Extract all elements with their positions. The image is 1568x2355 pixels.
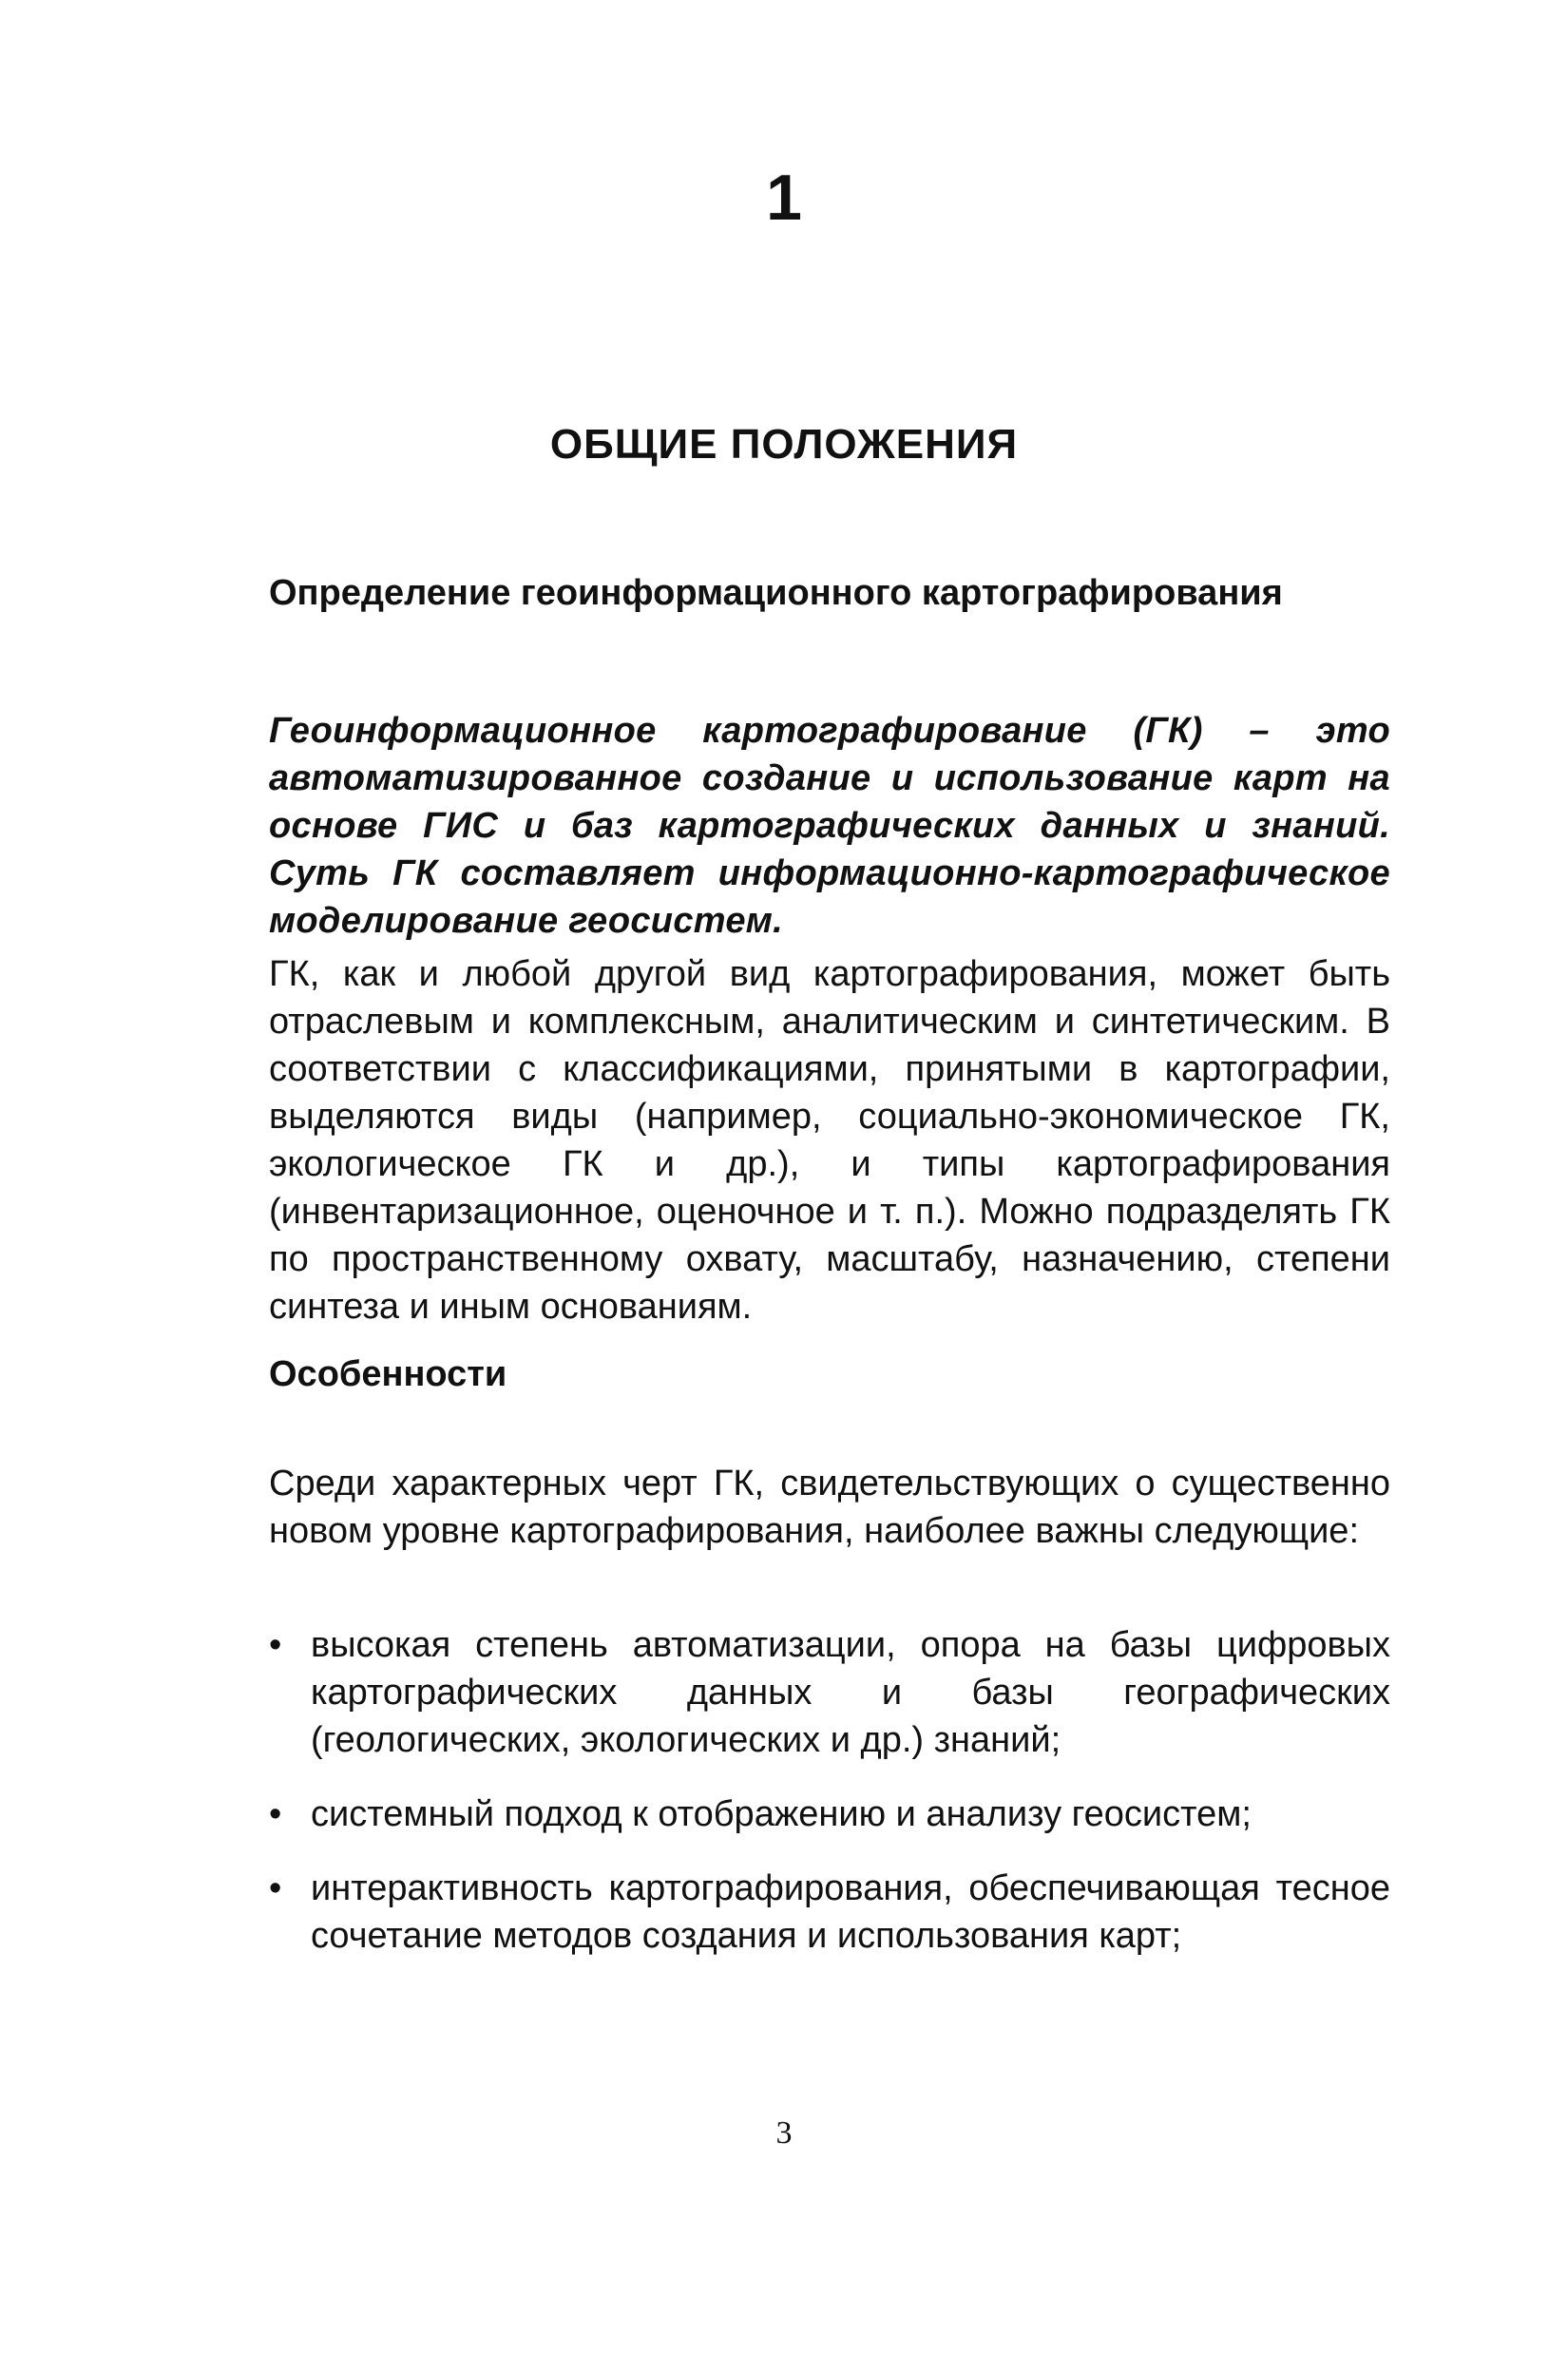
list-item — [269, 1865, 1390, 1960]
list-item — [269, 1621, 1390, 1764]
body-paragraph-types: ГК, как и любой другой вид картографирования, может быть отраслевым и комплексным, аналитическим и синтетическим. В соответствии с классификациями, принятыми в картографии, выделяются виды (например, социально-экономическое ГК, экологическое ГК и др.), и типы картографирования (инвентаризационное, оценочное и т. п.). Можно подразделять ГК по пространственному охвату, масштабу, назначению, степени синтеза и иным основаниям. — [269, 954, 1390, 1327]
bullet-icon: • — [269, 1794, 282, 1834]
list-item-text: высокая степень автоматизации, опора на базы цифровых картографических данных и базы географических (геологических, экологических и др.) знаний; — [311, 1625, 1390, 1760]
bullet-icon: • — [269, 1868, 282, 1908]
bullet-icon: • — [269, 1625, 282, 1665]
list-item — [269, 1790, 1390, 1838]
list-item-text: интерактивность картографирования, обеспечивающая тесное сочетание методов создания и использования карт; — [311, 1868, 1390, 1956]
body-paragraph-features-intro: Среди характерных черт ГК, свидетельствующих о существенно новом уровне картографирования, наиболее важны следующие: — [269, 1464, 1390, 1551]
chapter-title: ОБЩИЕ ПОЛОЖЕНИЯ — [549, 421, 1019, 468]
page-number: 3 — [775, 2116, 793, 2151]
definition-paragraph: Геоинформационное картографирование (ГК) – это автоматизированное создание и использование карт на основе ГИС и баз картографических данных и знаний. Суть ГК составляет информационно-картографическое моделирование геосистем. — [269, 711, 1390, 941]
features-bullet-list — [269, 1621, 1390, 1986]
list-item-text: системный подход к отображению и анализу геосистем; — [311, 1794, 1252, 1834]
section-heading-features: Особенности — [269, 1354, 507, 1394]
chapter-number: 1 — [766, 162, 802, 234]
section-heading-definition: Определение геоинформационного картографирования — [269, 573, 1283, 613]
